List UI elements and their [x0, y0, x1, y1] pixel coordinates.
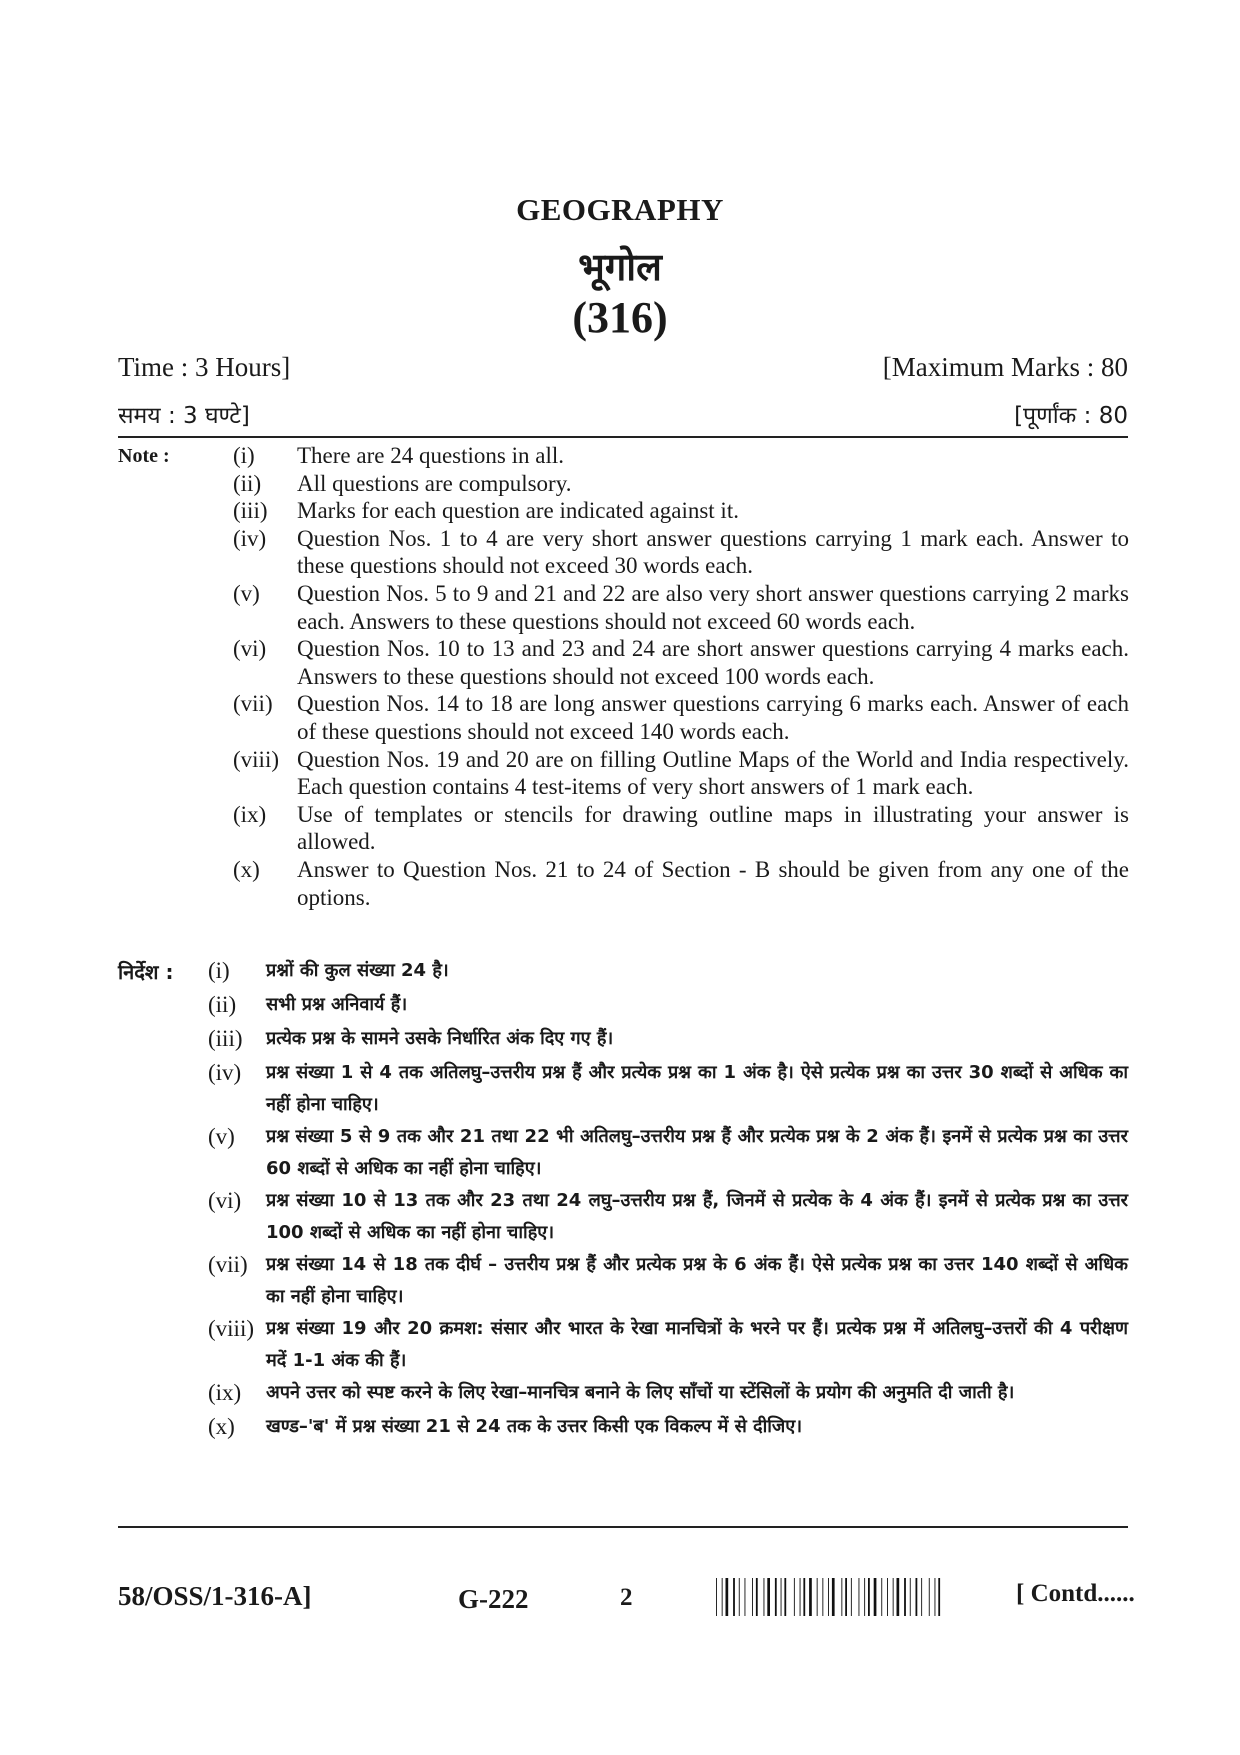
note-item-text: Answer to Question Nos. 21 to 24 of Section - B should be given from any one of the options.	[297, 856, 1129, 910]
note-item-number: (v)	[233, 580, 260, 606]
note-item-text: Question Nos. 5 to 9 and 21 and 22 are also very short answer questions carrying 2 marks each. Answers to these questions should not exceed 60 words each.	[297, 580, 1129, 634]
note-item-number: (ii)	[233, 470, 262, 496]
note-item	[233, 525, 1129, 580]
note-item-text: Use of templates or stencils for drawing outline maps in illustrating your answer is allowed.	[297, 801, 1129, 855]
continued-marker: [ Contd......	[1016, 1580, 1135, 1607]
note-item	[233, 580, 1129, 635]
nirdesh-item-text: प्रश्न संख्या 5 से 9 तक और 21 तथा 22 भी अतिलघु–उत्तरीय प्रश्न हैं और प्रत्येक प्रश्न के 2 अंक हैं। इनमें से प्रत्येक प्रश्न का उत्तर 60 शब्दों से अधिक का नहीं होना चाहिए।	[266, 1126, 1128, 1179]
note-item-number: (iv)	[233, 525, 267, 551]
nirdesh-item-text: प्रत्येक प्रश्न के सामने उसके निर्धारित अंक दिए गए हैं।	[266, 1028, 614, 1049]
note-item-text: Question Nos. 1 to 4 are very short answer questions carrying 1 mark each. Answer to these questions should not exceed 30 words each.	[297, 525, 1129, 579]
max-marks-english: [Maximum Marks : 80	[882, 352, 1128, 382]
barcode-icon	[714, 1578, 1014, 1616]
note-item-text: Question Nos. 14 to 18 are long answer questions carrying 6 marks each. Answer of each of these questions should not exceed 140 words each.	[297, 691, 1129, 744]
nirdesh-item-number: (vi)	[208, 1188, 242, 1213]
note-item	[233, 690, 1129, 745]
note-item-number: (vi)	[233, 636, 267, 662]
nirdesh-item-number: (x)	[208, 1414, 235, 1439]
note-item	[233, 856, 1129, 911]
note-item-number: (i)	[233, 443, 255, 468]
time-hindi: समय : 3 घण्टे]	[118, 403, 250, 429]
subject-title-hindi: भूगोल	[578, 245, 662, 289]
nirdesh-item-number: (iv)	[208, 1060, 242, 1085]
note-item-text: All questions are compulsory.	[297, 470, 572, 496]
note-item	[233, 497, 1129, 525]
nirdesh-item-text: सभी प्रश्न अनिवार्य हैं।	[266, 994, 408, 1015]
nirdesh-item-number: (viii)	[208, 1316, 254, 1341]
nirdesh-item	[208, 1121, 1128, 1185]
note-item-text: Question Nos. 10 to 13 and 23 and 24 are short answer questions carrying 4 marks each. Answers to these questions should not exceed 100 words each.	[297, 636, 1129, 689]
paper-code: 58/OSS/1-316-A]	[118, 1581, 312, 1611]
note-label: Note :	[118, 445, 170, 467]
nirdesh-item-number: (v)	[208, 1124, 235, 1149]
nirdesh-item	[208, 1249, 1128, 1313]
note-item	[233, 470, 1129, 498]
note-item	[233, 442, 1129, 470]
nirdesh-label: निर्देश :	[118, 960, 174, 984]
note-item-number: (viii)	[233, 746, 279, 772]
nirdesh-item	[208, 1411, 1128, 1445]
nirdesh-item-text: प्रश्नों की कुल संख्या 24 है।	[266, 960, 449, 981]
nirdesh-item-number: (i)	[208, 958, 230, 983]
note-item	[233, 746, 1129, 801]
subject-code: (316)	[572, 293, 668, 342]
series-code: G-222	[458, 1584, 529, 1614]
note-item-text: Question Nos. 19 and 20 are on filling Outline Maps of the World and India respectively. Each question contains 4 test-items of very short answers of 1 mark each.	[297, 746, 1129, 800]
nirdesh-item-text: प्रश्न संख्या 1 से 4 तक अतिलघु–उत्तरीय प्रश्न हैं और प्रत्येक प्रश्न का 1 अंक है। ऐसे प्रत्येक प्रश्न का उत्तर 30 शब्दों से अधिक का नहीं होना चाहिए।	[266, 1062, 1128, 1115]
note-item-text: There are 24 questions in all.	[297, 443, 564, 468]
nirdesh-item	[208, 1377, 1128, 1411]
nirdesh-item	[208, 1313, 1128, 1377]
nirdesh-item	[208, 955, 1128, 989]
nirdesh-item	[208, 1057, 1128, 1121]
note-item-number: (ix)	[233, 801, 267, 827]
note-item	[233, 801, 1129, 856]
nirdesh-item	[208, 1185, 1128, 1249]
nirdesh-item-number: (vii)	[208, 1252, 248, 1277]
nirdesh-item	[208, 989, 1128, 1023]
nirdesh-item-number: (iii)	[208, 1026, 243, 1051]
page-number: 2	[620, 1584, 633, 1611]
nirdesh-item-number: (ii)	[208, 992, 237, 1017]
note-item	[233, 635, 1129, 690]
nirdesh-item-text: प्रश्न संख्या 10 से 13 तक और 23 तथा 24 लघु–उत्तरीय प्रश्न हैं, जिनमें से प्रत्येक के 4 अंक हैं। इनमें से प्रत्येक प्रश्न का उत्तर 100 शब्दों से अधिक का नहीं होना चाहिए।	[266, 1190, 1128, 1243]
time-english: Time : 3 Hours]	[118, 352, 291, 382]
nirdesh-item	[208, 1023, 1128, 1057]
note-list-hindi	[208, 955, 1128, 1445]
note-item-text: Marks for each question are indicated against it.	[297, 498, 739, 524]
note-item-number: (iii)	[233, 498, 268, 524]
nirdesh-item-text: खण्ड–'ब' में प्रश्न संख्या 21 से 24 तक के उत्तर किसी एक विकल्प में से दीजिए।	[266, 1416, 803, 1437]
note-item-number: (x)	[233, 856, 260, 882]
nirdesh-item-text: प्रश्न संख्या 14 से 18 तक दीर्घ – उत्तरीय प्रश्न हैं और प्रत्येक प्रश्न के 6 अंक हैं। ऐसे प्रत्येक प्रश्न का उत्तर 140 शब्दों से अधिक का नहीं होना चाहिए।	[266, 1254, 1128, 1307]
footer-divider	[118, 1526, 1128, 1528]
note-item-number: (vii)	[233, 691, 273, 717]
max-marks-hindi: [पूर्णांक : 80	[1014, 403, 1128, 429]
nirdesh-item-text: अपने उत्तर को स्पष्ट करने के लिए रेखा–मानचित्र बनाने के लिए साँचों या स्टेंसिलों के प्रयोग की अनुमति दी जाती है।	[266, 1382, 1015, 1403]
note-list-english	[233, 442, 1129, 911]
header-divider	[118, 436, 1128, 438]
nirdesh-item-text: प्रश्न संख्या 19 और 20 क्रमश: संसार और भारत के रेखा मानचित्रों के भरने पर हैं। प्रत्येक प्रश्न में अतिलघु–उत्तरों की 4 परीक्षण मदें 1-1 अंक की हैं।	[266, 1318, 1128, 1371]
nirdesh-item-number: (ix)	[208, 1380, 242, 1405]
subject-title-english: GEOGRAPHY	[516, 192, 724, 227]
